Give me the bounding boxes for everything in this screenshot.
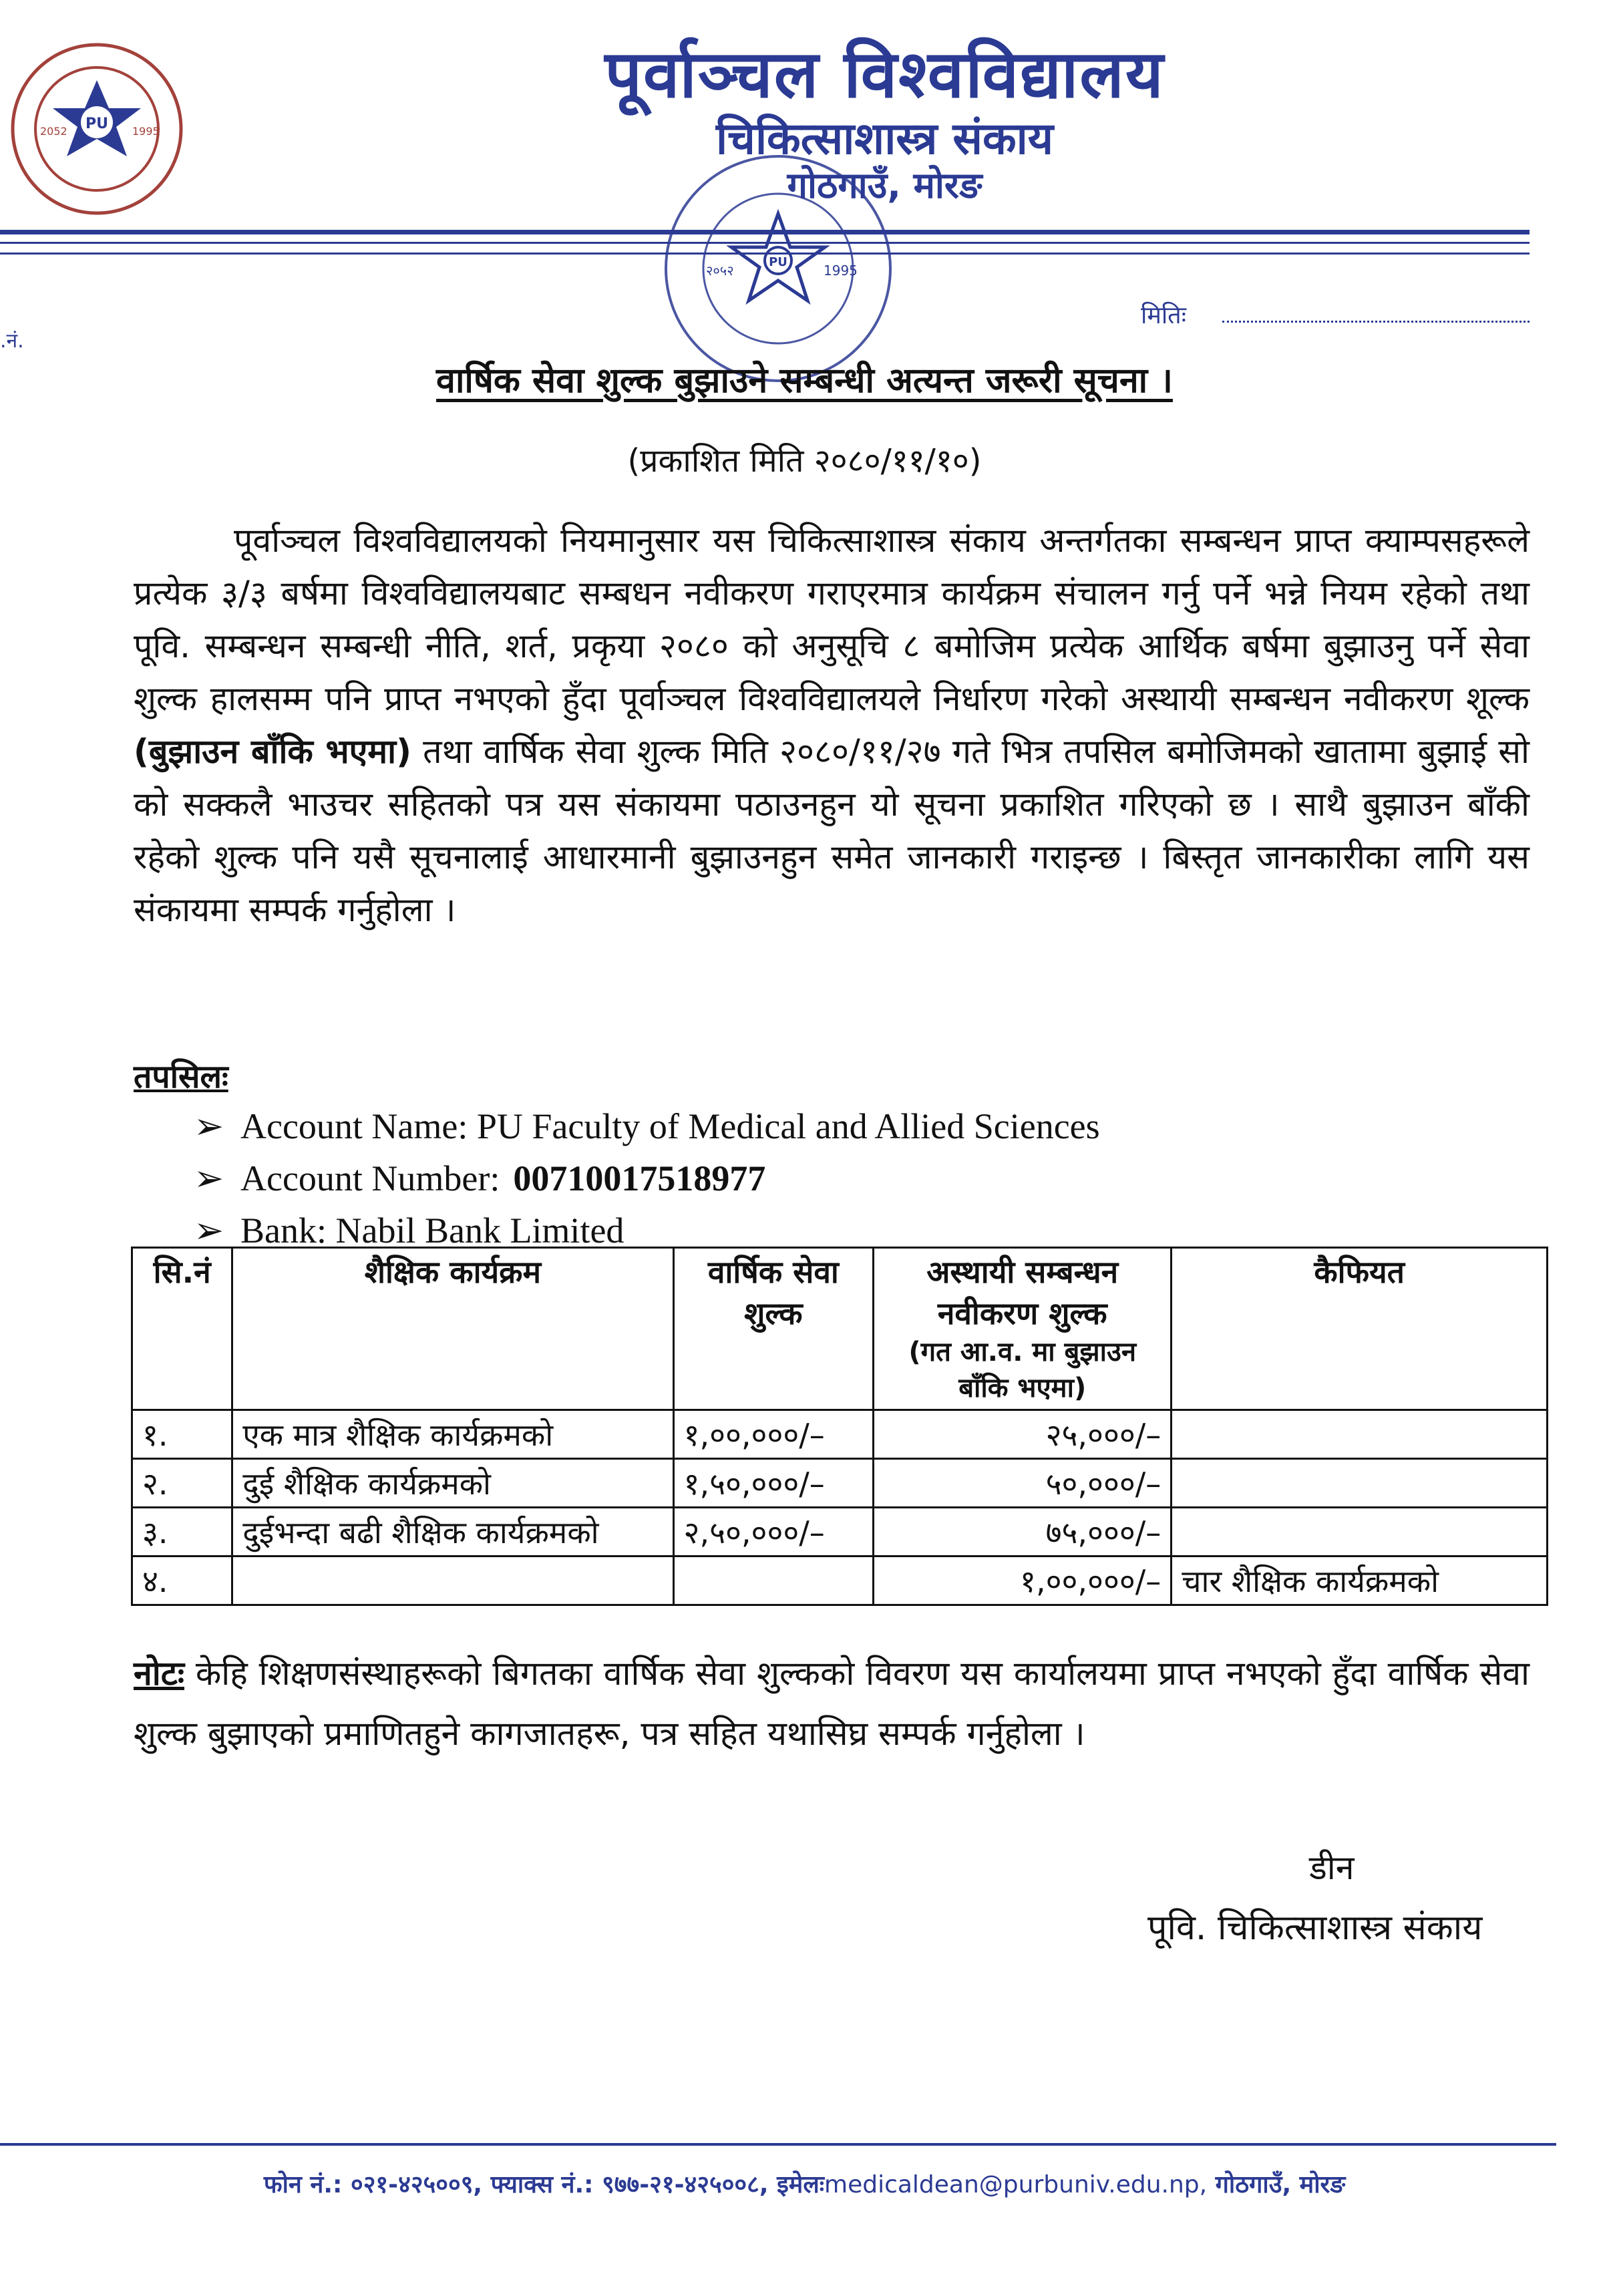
cell-remarks — [1172, 1459, 1548, 1508]
cell-sn: २. — [132, 1459, 232, 1508]
footer-rule — [0, 2143, 1556, 2146]
svg-text:PU: PU — [769, 255, 787, 269]
cell-program — [232, 1556, 673, 1605]
header-renewal-fee-note: (गत आ.व. मा बुझाउन बाँकि भएमा) — [908, 1337, 1137, 1404]
cell-annual-fee — [673, 1556, 874, 1605]
fee-table — [131, 1247, 1548, 1606]
cell-annual-fee: १,५०,०००/– — [673, 1459, 874, 1508]
account-name-item — [194, 1105, 1100, 1147]
cell-renewal-fee: २५,०००/– — [874, 1410, 1172, 1459]
footer-phone: फोन नं.: ०२१-४२५००९, — [263, 2171, 483, 2198]
faculty-location: गोठगाउँ, मोरङ — [787, 164, 982, 206]
cell-annual-fee: १,००,०००/– — [673, 1410, 874, 1459]
notice-body-bold: (बुझाउन बाँकि भएमा) — [134, 732, 411, 771]
bank-item — [194, 1209, 624, 1251]
table-row — [132, 1410, 1548, 1459]
bank-name: Bank: Nabil Bank Limited — [240, 1210, 624, 1251]
account-name: Account Name: PU Faculty of Medical and Allied Sciences — [240, 1106, 1100, 1146]
cell-renewal-fee: ७५,०००/– — [874, 1508, 1172, 1556]
details-heading: तपसिलः — [134, 1058, 228, 1096]
svg-text:1995: 1995 — [132, 125, 160, 138]
header-renewal-fee — [874, 1248, 1172, 1410]
cell-renewal-fee: १,००,०००/– — [874, 1556, 1172, 1605]
footer-email-label: इमेलः — [777, 2171, 824, 2198]
signatory-office: पूवि. चिकित्साशास्त्र संकाय — [1147, 1908, 1483, 1948]
cell-sn: ३. — [132, 1508, 232, 1556]
cell-program: दुई शैक्षिक कार्यक्रमको — [232, 1459, 673, 1508]
svg-text:1995: 1995 — [824, 263, 858, 279]
arrow-bullet-icon: ➢ — [194, 1158, 224, 1198]
fee-table-header-row — [132, 1248, 1548, 1410]
notice-title: वार्षिक सेवा शुल्क बुझाउने सम्बन्धी अत्यन्त जरूरी सूचना । — [436, 361, 1173, 401]
cell-remarks — [1172, 1410, 1548, 1459]
account-number: 00710017518977 — [513, 1158, 766, 1198]
header-renewal-fee-label: अस्थायी सम्बन्धन नवीकरण शुल्क — [926, 1254, 1119, 1331]
note-text: केहि शिक्षणसंस्थाहरूको बिगतका वार्षिक सेवा शुल्कको विवरण यस कार्यालयमा प्राप्त नभएको हुँदा वार्षिक सेवा शुल्क बुझाएको प्रमाणितहुने कागजातहरू, पत्र सहित यथासिघ्र सम्पर्क गर्नुहोला । — [134, 1654, 1530, 1753]
header-sn: सि.नं — [132, 1248, 232, 1410]
reference-number-label: .नं. — [0, 329, 24, 353]
cell-program: एक मात्र शैक्षिक कार्यक्रमको — [232, 1410, 673, 1459]
cell-renewal-fee: ५०,०००/– — [874, 1459, 1172, 1508]
header-annual-fee: वार्षिक सेवा शुल्क — [673, 1248, 874, 1410]
university-name: पूर्वाञ्चल विश्वविद्यालय — [604, 37, 1165, 113]
header-program: शैक्षिक कार्यक्रम — [232, 1248, 673, 1410]
cell-program: दुईभन्दा बढी शैक्षिक कार्यक्रमको — [232, 1508, 673, 1556]
note-label: नोटः — [134, 1654, 184, 1693]
cell-sn: १. — [132, 1410, 232, 1459]
notice-body-part2: तथा वार्षिक सेवा शुल्क मिति २०८०/११/२७ गते भित्र तपसिल बमोजिमको खातामा बुझाई सो को सक्कलै भाउचर सहितको पत्र यस संकायमा पठाउनहुन यो सूचना प्रकाशित गरिएको छ । साथै बुझाउन बाँकी रहेको शुल्क पनि यसै सूचनालाई आधारमानी बुझाउनहुन समेत जानकारी गराइन्छ । बिस्तृत जानकारीका लागि यस संकायमा सम्पर्क गर्नुहोला । — [134, 732, 1530, 929]
footer-email: medicaldean@purbuniv.edu.np, — [824, 2171, 1208, 2198]
svg-text:PU: PU — [85, 116, 108, 132]
notice-body-part1: पूर्वाञ्चल विश्वविद्यालयको नियमानुसार यस चिकित्साशास्त्र संकाय अन्तर्गतका सम्बन्धन प्राप्त क्याम्पसहरूले प्रत्येक ३/३ बर्षमा विश्वविद्यालयबाट सम्बधन नवीकरण गराएरमात्र कार्यक्रम संचालन गर्नु पर्ने भन्ने नियम रहेको तथा पूवि. सम्बन्धन सम्बन्धी नीति, शर्त, प्रकृया २०८० को अनुसूचि ८ बमोजिम प्रत्येक आर्थिक बर्षमा बुझाउनु पर्ने सेवा शुल्क हालसम्म पनि प्राप्त नभएको हुँदा पूर्वाञ्चल विश्वविद्यालयले निर्धारण गरेको अस्थायी सम्बन्धन नवीकरण शूल्क — [134, 521, 1530, 718]
note-paragraph — [134, 1643, 1530, 1764]
table-row — [132, 1508, 1548, 1556]
date-label: मितिः — [1141, 302, 1186, 329]
account-number-label: Account Number: — [240, 1158, 500, 1198]
cell-remarks: चार शैक्षिक कार्यक्रमको — [1172, 1556, 1548, 1605]
footer-fax: फ्याक्स नं.: ९७७-२१-४२५००८, — [490, 2171, 769, 2198]
table-row — [132, 1459, 1548, 1508]
arrow-bullet-icon: ➢ — [194, 1106, 224, 1146]
table-row — [132, 1556, 1548, 1605]
footer-location: गोठगाउँ, मोरङ — [1215, 2171, 1346, 2198]
faculty-name: चिकित्साशास्त्र संकाय — [715, 113, 1054, 164]
account-number-item — [194, 1157, 765, 1199]
published-date: (प्रकाशित मिति २०८०/११/१०) — [627, 442, 982, 480]
cell-annual-fee: २,५०,०००/– — [673, 1508, 874, 1556]
header-remarks: कैफियत — [1172, 1248, 1548, 1410]
cell-remarks — [1172, 1508, 1548, 1556]
notice-body — [134, 514, 1530, 937]
svg-text:2052: 2052 — [40, 125, 67, 138]
arrow-bullet-icon: ➢ — [194, 1210, 224, 1251]
cell-sn: ४. — [132, 1556, 232, 1605]
date-blank — [1222, 302, 1530, 323]
footer-contact — [0, 2167, 1609, 2200]
signatory-title: डीन — [1309, 1848, 1355, 1887]
svg-text:२०५२: २०५२ — [706, 263, 734, 279]
office-stamp — [658, 148, 898, 389]
